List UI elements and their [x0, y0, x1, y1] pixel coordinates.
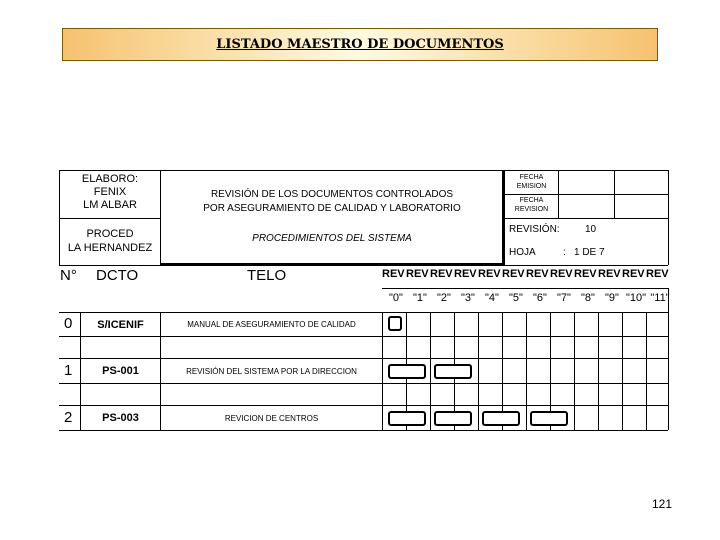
rev-number: "6" [533, 292, 547, 304]
revision-checkbox[interactable] [530, 411, 568, 426]
proced-label: PROCED LA HERNANDEZ [67, 228, 153, 254]
row-title: MANUAL DE ASEGURAMIENTO DE CALIDAD [187, 320, 356, 329]
col-telo-header: TELO [247, 267, 287, 284]
rev-label: REV [406, 268, 429, 280]
revision-checkbox[interactable] [482, 411, 520, 426]
rev-label: REV [430, 268, 453, 280]
revision-title: REVISIÓN DE LOS DOCUMENTOS CONTROLADOS POR ASEGURAMIENTO DE CALIDAD Y LABORATORIO [203, 189, 461, 214]
grid-col-line [478, 312, 479, 430]
hoja-separator: : [563, 247, 566, 258]
rev-label: REV [478, 268, 501, 280]
rev-number: "10" [625, 292, 647, 304]
row-code: PS-003 [102, 412, 139, 424]
elaboro-label: ELABORO: FENIX LM ALBAR [81, 173, 139, 211]
header-middle-line [59, 218, 160, 219]
grid-col-line [668, 288, 669, 430]
page-number: 121 [652, 497, 673, 511]
rev-number: "0" [389, 292, 403, 304]
row-number: 1 [64, 362, 73, 379]
revision-checkbox[interactable] [434, 364, 472, 379]
grid-line [59, 430, 668, 431]
title-banner [62, 28, 658, 61]
rev-number: "5" [509, 292, 523, 304]
row-code: PS-001 [102, 365, 139, 377]
rev-label: REV [598, 268, 621, 280]
subtitle: PROCEDIMIENTOS DEL SISTEMA [252, 233, 412, 244]
col-num-header: N° [60, 267, 77, 284]
grid-col-line [598, 312, 599, 430]
revision-value: 10 [585, 224, 597, 235]
rev-number: "2" [437, 292, 451, 304]
revision-checkbox[interactable] [388, 364, 426, 379]
fecha-revision-label: FECHA REVISION [514, 197, 549, 213]
revision-checkbox[interactable] [388, 411, 426, 426]
rev-number: "7" [557, 292, 571, 304]
rev-label: REV [574, 268, 597, 280]
grid-col-line [430, 312, 431, 430]
row-title: REVICION DE CENTROS [224, 413, 319, 423]
revision-checkbox[interactable] [388, 316, 402, 331]
header-divider-3 [558, 170, 559, 218]
header-fecha-line [504, 194, 668, 195]
row-code: S/ICENIF [97, 318, 144, 331]
header-divider-4 [614, 170, 615, 218]
rev-label: REV [550, 268, 573, 280]
hoja-value: 1 DE 7 [574, 247, 605, 258]
header-mid-right-line [504, 218, 668, 219]
row-title: REVISIÓN DEL SISTEMA POR LA DIRECCION [186, 366, 357, 376]
rev-label: REV [646, 268, 669, 280]
grid-col-line [382, 312, 383, 430]
grid-line [382, 288, 668, 289]
grid-line [59, 383, 668, 384]
rev-number: "1" [413, 292, 427, 304]
grid-line [59, 336, 668, 337]
rev-label: REV [622, 268, 645, 280]
revision-label: REVISIÓN: [509, 224, 560, 235]
row-number: 2 [64, 409, 73, 426]
fecha-emision-label: FECHA EMISION [516, 174, 547, 190]
rev-number: "11" [650, 292, 670, 304]
rev-number: "4" [485, 292, 499, 304]
header-bottom-line [59, 265, 668, 266]
col-dcto-header: DCTO [96, 267, 139, 284]
rev-number: "9" [605, 292, 619, 304]
rev-label: REV [502, 268, 525, 280]
rev-label: REV [454, 268, 477, 280]
grid-col-line [646, 312, 647, 430]
row-number: 0 [64, 315, 73, 332]
page-title: LISTADO MAESTRO DE DOCUMENTOS [216, 37, 504, 52]
rev-number: "8" [581, 292, 595, 304]
revision-checkbox[interactable] [434, 411, 472, 426]
header-right-border [668, 170, 669, 265]
hoja-label: HOJA [509, 247, 536, 258]
grid-col-line [574, 312, 575, 430]
header-thick-border [160, 170, 504, 265]
rev-label: REV [382, 268, 405, 280]
grid-col-line [622, 312, 623, 430]
grid-col-line [526, 312, 527, 430]
rev-label: REV [526, 268, 549, 280]
rev-number: "3" [461, 292, 475, 304]
